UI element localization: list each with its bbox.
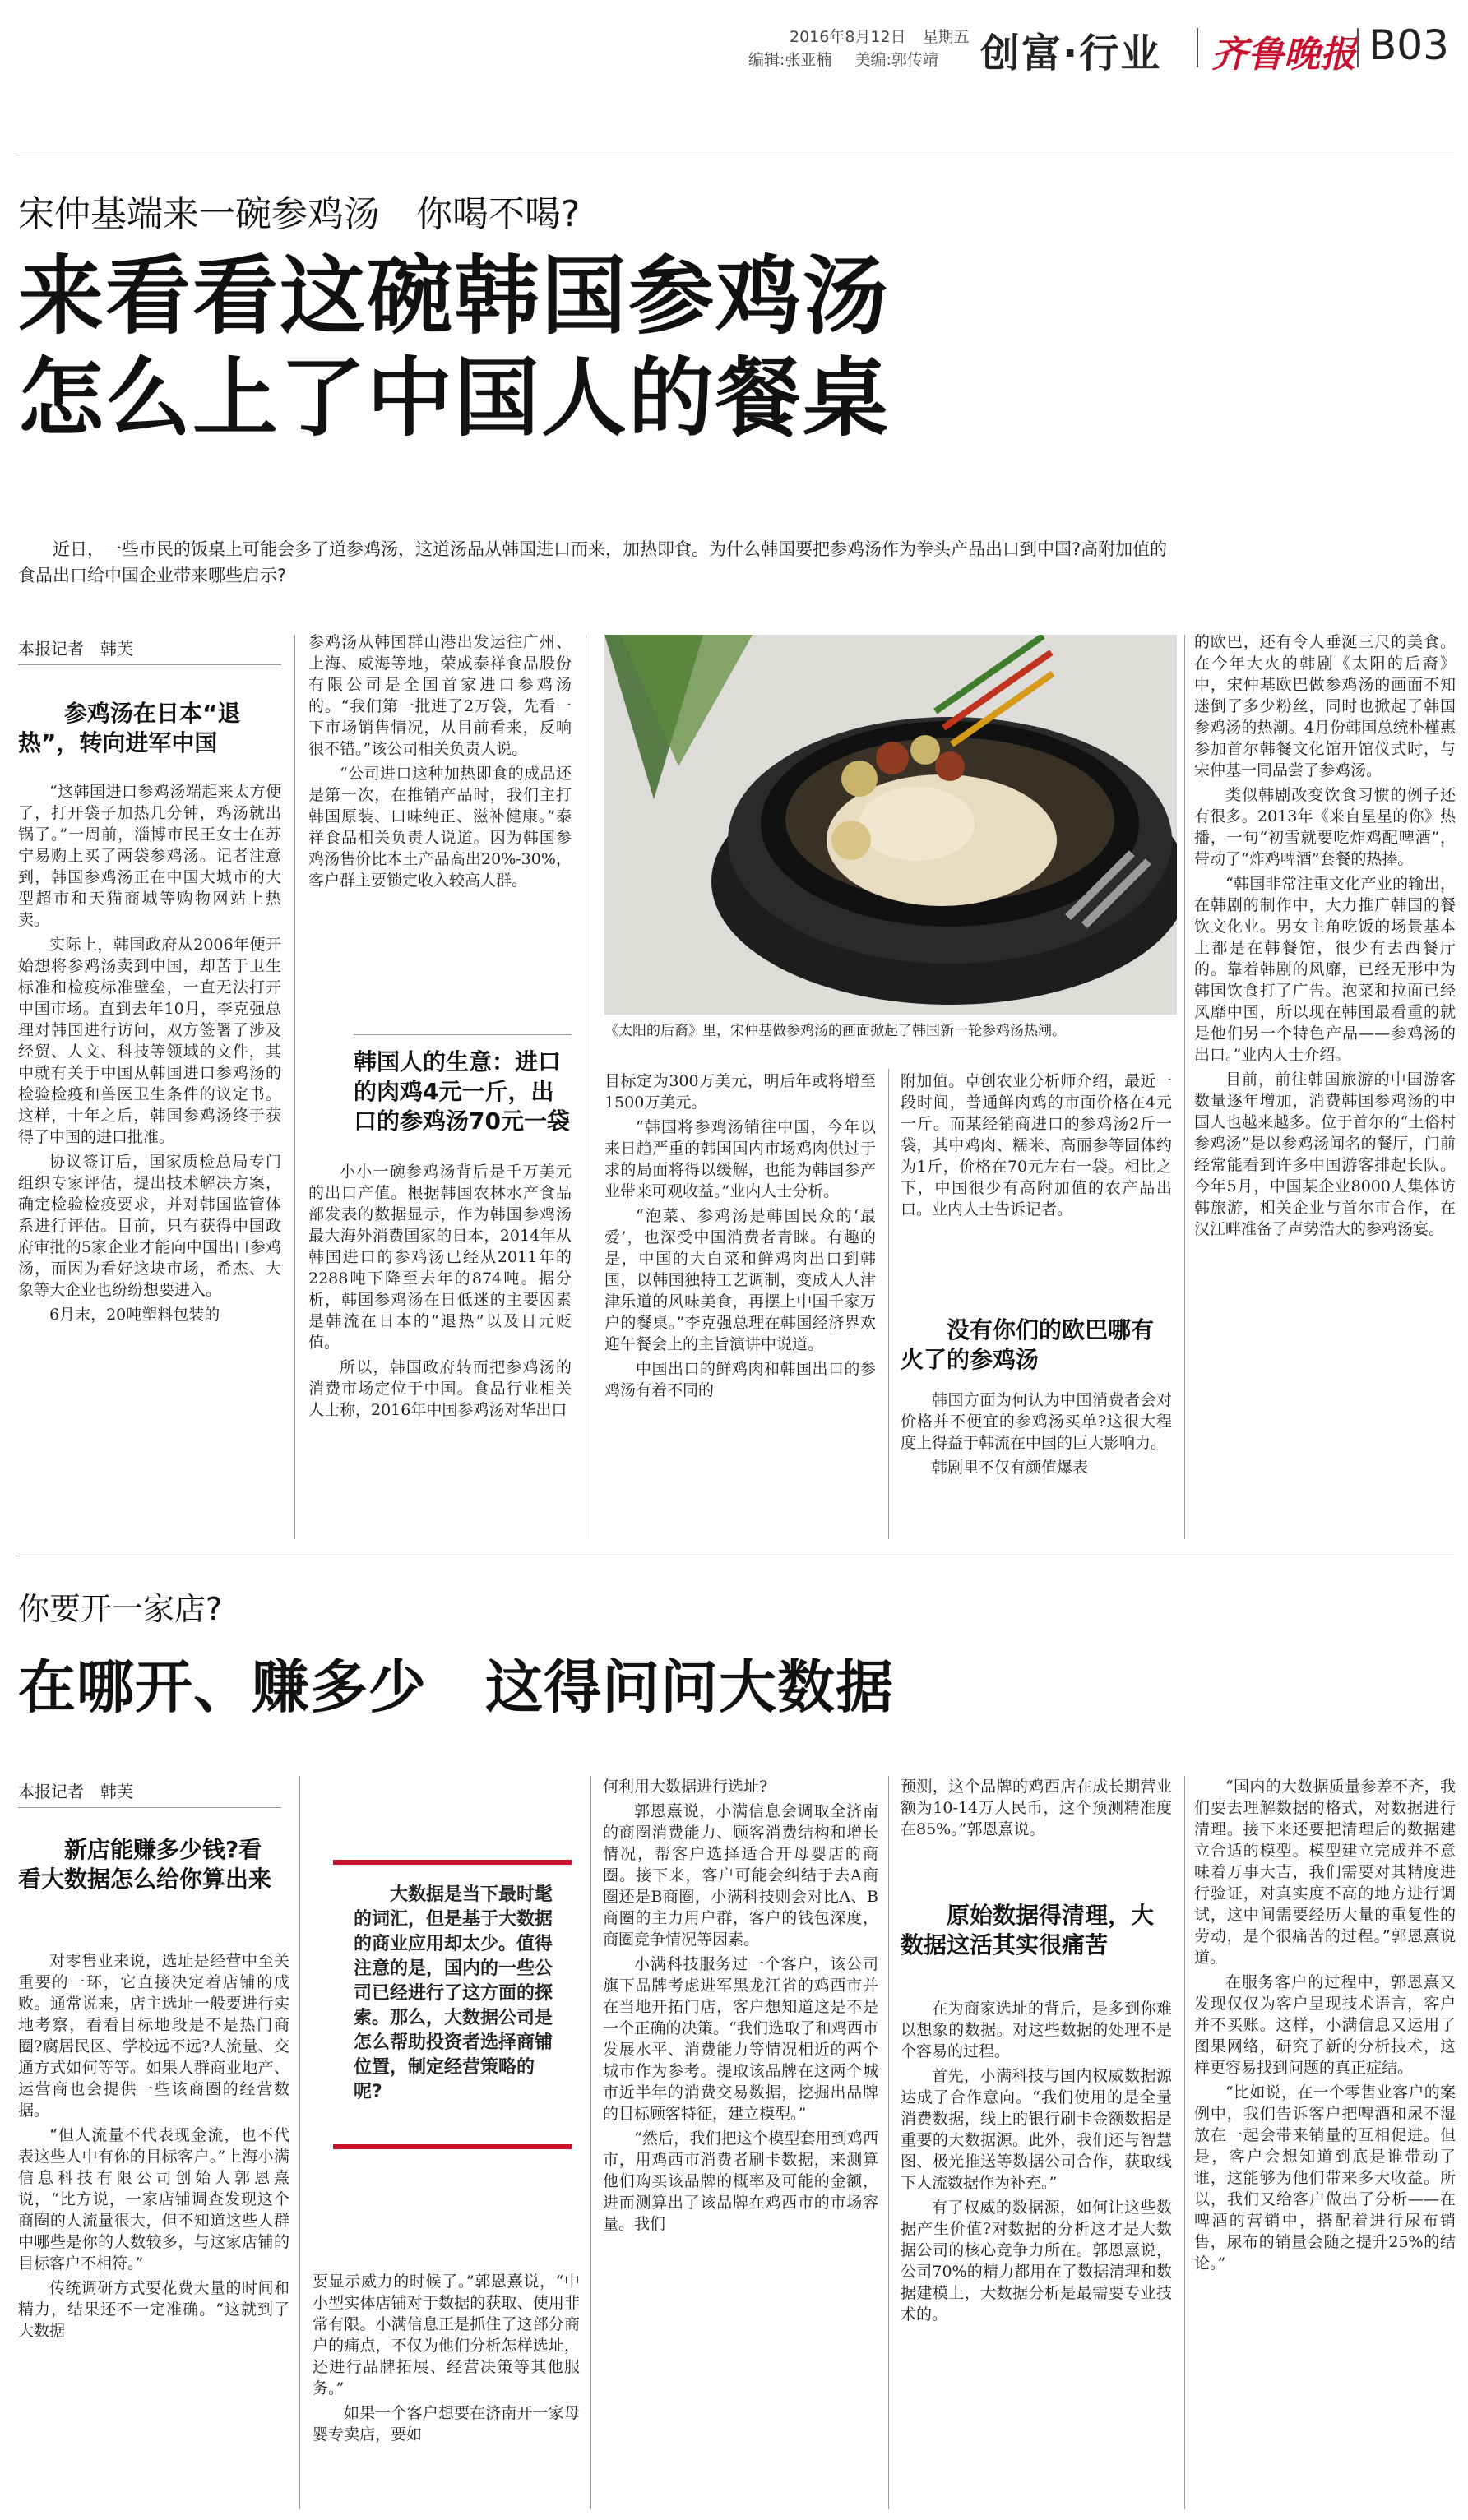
story2-col4 [901, 1776, 1172, 1883]
story2-col4-divider [1184, 1776, 1185, 2509]
story2-col2-p2: 如果一个客户想要在济南开一家母婴专卖店，要如 [313, 2404, 580, 2444]
story1-lead-text: 近日，一些市民的饭桌上可能会多了道参鸡汤，这道汤品从韩国进口而来，加热即食。为什么韩国要把参鸡汤作为拳头产品出口到中国?高附加值的食品出口给中国企业带来哪些启示? [18, 539, 1168, 585]
story1-col1-p4: 6月末，20吨塑料包装的 [49, 1306, 220, 1324]
story1-col3-divider [888, 1069, 889, 1539]
story1-col2-p1: 参鸡汤从韩国群山港出发运往广州、上海、威海等地，荣成泰祥食品股份有限公司是全国首家进口参鸡汤的。“我们第一批进了2万袋，先看一下市场销售情况，从目前看来，反响很不错。”该公司相关负责人说。 [308, 633, 572, 758]
story1-subhead3: 没有你们的欧巴哪有火了的参鸡汤 [901, 1316, 1155, 1373]
story1-col3-p1: 目标定为300万美元，明后年或将增至1500万美元。 [604, 1072, 876, 1112]
header-credits [748, 48, 938, 70]
story2-col5-p2: 在服务客户的过程中，郭恩熹又发现仅仅为客户呈现技术语言，客户并不买账。这样，小满信息又运用了图果网络，研究了新的分析技术，这样更容易找到问题的真正症结。 [1194, 1973, 1456, 2077]
header-designer: 美编:郭传靖 [854, 51, 938, 69]
story2-col5-p1: “国内的大数据质量参差不齐，我们要去理解数据的格式，对数据进行清理。接下来还要把清理后的数据建立合适的模型。模型建立完成并不意味着万事大吉，我们需要对其精度进行验证，对真实度不高的地方进行调试，这中间需要经历大量的重复性的劳动，是个很痛苦的过程。”郭恩熹说道。 [1194, 1778, 1456, 1967]
story2-col4-p1: 预测，这个品牌的鸡西店在成长期营业额为10-14万人民币，这个预测精准度在85%。”郭恩熹说。 [901, 1778, 1172, 1838]
story1-col3-p3: “泡菜、参鸡汤是韩国民众的‘最爱’，也深受中国消费者青睐。有趣的是，中国的大白菜和鲜鸡肉出口到韩国，以韩国独特工艺调制，变成人人津津乐道的风味美食，再摆上中国千家万户的餐桌。”李克强总理在韩国经济界欢迎午餐会上的主旨演讲中说道。 [604, 1207, 876, 1353]
story1-col5-p4: 目前，前往韩国旅游的中国游客数量逐年增加，消费韩国参鸡汤的中国人也越来越多。位于首尔的“土俗村参鸡汤”是以参鸡汤闻名的餐厅，门前经常能看到许多中国游客排起长队。今年5月，中国某企业8000人集体访韩旅游，相关企业与首尔市合作，在汉江畔准备了声势浩大的参鸡汤宴。 [1194, 1070, 1456, 1238]
header-divider-2 [1357, 28, 1359, 67]
page-number: B03 [1368, 21, 1449, 69]
story1-col4 [901, 1070, 1172, 1317]
story1-col3 [604, 1070, 876, 1539]
story1-col1-top-rule [18, 664, 281, 665]
story2-col1-p1: 对零售业来说，选址是经营中至关重要的一环，它直接决定着店铺的成败。通常说来，店主选址一般要进行实地考察，看看目标地段是不是热门商圈?腐居民区、学校远不远?人流量、交通方式如何等等。如果人群商业地产、运营商也会提供一些该商圈的经营数据。 [18, 1952, 289, 2120]
story1-subhead2-top-rule [354, 1034, 572, 1035]
story1-col2b-p2: 所以，韩国政府转而把参鸡汤的消费市场定位于中国。食品行业相关人士称，2016年中国参鸡汤对华出口 [308, 1358, 572, 1419]
story2-kicker: 你要开一家店? [18, 1591, 223, 1627]
story2-col4b-p1: 在为商家选址的背后，是多到你难以想象的数据。对这些数据的处理不是个容易的过程。 [901, 2000, 1172, 2060]
story1-photo-caption: 《太阳的后裔》里，宋仲基做参鸡汤的画面掀起了韩国新一轮参鸡汤热潮。 [604, 1023, 1066, 1039]
section-title: 创富·行业 [980, 30, 1162, 76]
story2-col3-p2: 郭恩熹说，小满信息会调取全济南的商圈消费能力、顾客消费结构和增长情况，帮客户选择适合开母婴店的商圈。接下来，客户可能会纠结于去A商圈还是B商圈，小满科技则会对比A、B商圈的主力用户群，客户的钱包深度，商圈竞争情况等因素。 [603, 1802, 878, 1949]
story1-col1-p2: 实际上，韩国政府从2006年便开始想将参鸡汤卖到中国，却苦于卫生标准和检疫标准壁垒，一直无法打开中国市场。直到去年10月，李克强总理对韩国进行访问，双方签署了涉及经贸、人文、科技等领域的文件，其中就有关于中国从韩国进口参鸡汤的检验检疫和兽医卫生条件的议定书。这样，十年之后，韩国参鸡汤终于获得了中国的进口批准。 [18, 936, 281, 1146]
story1-col1-p3: 协议签订后，国家质检总局专门组织专家评估，提出技术解决方案，确定检验检疫要求，并对韩国监管体系进行评估。目前，只有获得中国政府审批的5家企业才能向中国出口参鸡汤，而因为看好这块市场，希杰、大象等大企业也纷纷想要进入。 [18, 1153, 281, 1299]
pull-quote-top-bar [333, 1860, 572, 1865]
story1-col5-p3: “韩国非常注重文化产业的输出，在韩剧的制作中，大力推广韩国的餐饮文化业。男女主角吃饭的场景基本上都是在韩餐馆，很少有去西餐厅的。靠着韩剧的风靡，已经无形中为韩国饮食打了广告。泡菜和拉面已经风靡中国，所以现在韩国最看重的就是他们另一个特色产品——参鸡汤的出口。”业内人士介绍。 [1194, 875, 1456, 1064]
story2-col1-top-rule [18, 1807, 281, 1808]
story1-col4-divider [1184, 635, 1185, 1539]
story1-col1 [18, 781, 281, 1537]
header-weekday: 星期五 [922, 28, 970, 46]
samgyetang-photo-illustration [604, 635, 1177, 1015]
story2-col4b [901, 1998, 1172, 2509]
story1-subhead2: 韩国人的生意：进口的肉鸡4元一斤，出口的参鸡汤70元一袋 [354, 1048, 570, 1135]
story2-pull-quote: 大数据是当下最时髦的词汇，但是基于大数据的商业应用却太少。值得注意的是，国内的一些公司已经进行了这方面的探索。那么，大数据公司是怎么帮助投资者选择商铺位置，制定经营策略的呢? [354, 1884, 553, 2102]
story1-col2b-p1: 小小一碗参鸡汤背后是千万美元的出口产值。根据韩国农林水产食品部发表的数据显示，作为韩国参鸡汤最大海外消费国家的日本，2014年从韩国进口的参鸡汤已经从2011年的2288吨下降至去年的874吨。据分析，韩国参鸡汤在日低迷的主要因素是韩流在日本的“退热”以及日元贬值。 [308, 1163, 572, 1352]
story1-col4b-p1: 韩国方面为何认为中国消费者会对价格并不便宜的参鸡汤买单?这很大程度上得益于韩流在中国的巨大影响力。 [901, 1391, 1172, 1452]
header-date-text: 2016年8月12日 [790, 28, 906, 46]
header-date [790, 25, 970, 47]
story2-col3 [603, 1776, 878, 2509]
story2-col3-p1: 何利用大数据进行选址? [603, 1778, 768, 1796]
story1-title-line2: 怎么上了中国人的餐桌 [18, 348, 891, 448]
header-divider-1 [1197, 28, 1198, 67]
story1-col4b [901, 1389, 1172, 1539]
story2-byline: 本报记者 韩芙 [18, 1782, 133, 1801]
story1-col5 [1194, 631, 1456, 1539]
story2-col2-divider [590, 1776, 591, 2509]
story2-col1-p2: “但人流量不代表现金流，也不代表这些人中有你的目标客户。”上海小满信息科技有限公司创始人郭恩熹说，“比方说，一家店铺调查发现这个商圈的人流量很大，但不知道这些人群中哪些是你的人数较多，与这家店铺的目标客户不相符。” [18, 2126, 289, 2273]
story1-col3-p4: 中国出口的鲜鸡肉和韩国出口的参鸡汤有着不同的 [604, 1360, 876, 1399]
story1-title-line1: 来看看这碗韩国参鸡汤 [18, 246, 891, 346]
story1-col2 [308, 631, 572, 1075]
header-editor: 编辑:张亚楠 [748, 51, 832, 69]
story1-kicker: 宋仲基端来一碗参鸡汤 你喝不喝? [18, 193, 581, 235]
story1-col2-p2: “公司进口这种加热即食的成品还是第一次，在推销产品时，我们主打韩国原装、口味纯正、滋补健康。”泰祥食品相关负责人说道。因为韩国参鸡汤售价比本土产品高出20%-30%，客户群主要锁定收入较高人群。 [308, 765, 572, 890]
story1-col2b [308, 1161, 572, 1537]
story1-byline: 本报记者 韩芙 [18, 639, 133, 659]
story1-col5-p2: 类似韩剧改变饮食习惯的例子还有很多。2013年《来自星星的你》热播，一句“初雪就要吃炸鸡配啤酒”，带动了“炸鸡啤酒”套餐的热捧。 [1194, 786, 1456, 868]
story2-col1 [18, 1950, 289, 2509]
story1-col1-divider [294, 635, 295, 1539]
pull-quote-bottom-bar [333, 2144, 572, 2149]
story1-subhead1: 参鸡汤在日本“退热”，转向进军中国 [18, 700, 241, 756]
story2-col2 [313, 2271, 580, 2509]
story1-photo [604, 635, 1177, 1015]
story2-col4b-p3: 有了权威的数据源，如何让这些数据产生价值?对数据的分析这才是大数据公司的核心竞争力所在。郭恩熹说，公司70%的精力都用在了数据清理和数据建模上，大数据分析是最需要专业技术的。 [901, 2199, 1172, 2323]
story2-col5 [1194, 1776, 1456, 2509]
story1-col5-p1: 的欧巴，还有令人垂涎三尺的美食。在今年大火的韩剧《太阳的后裔》中，宋仲基欧巴做参鸡汤的画面不知迷倒了多少粉丝，同时也掀起了韩国参鸡汤的热潮。4月份韩国总统朴槿惠参加首尔韩餐文化馆开馆仪式时，与宋仲基一同品尝了参鸡汤。 [1194, 633, 1456, 779]
story2-col1-divider [299, 1776, 300, 2509]
story2-col1-p3: 传统调研方式要花费大量的时间和精力，结果还不一定准确。“这就到了大数据 [18, 2279, 289, 2340]
story1-col4b-p2: 韩剧里不仅有颜值爆表 [932, 1459, 1089, 1477]
story2-col3-divider [888, 1776, 889, 2509]
paper-logo: 齐鲁晚报 [1211, 34, 1356, 76]
story1-col4-p1: 附加值。卓创农业分析师介绍，最近一段时间，普通鲜肉鸡的市面价格在4元一斤。而某经销商进口的参鸡汤2斤一袋，其中鸡肉、糯米、高丽参等固体约为1斤，价格在70元左右一袋。相比之下，中国很少有高附加值的农产品出口。业内人士告诉记者。 [901, 1072, 1172, 1218]
story2-subhead2: 原始数据得清理，大数据这活其实很痛苦 [901, 1902, 1155, 1958]
story2-col3-p4: “然后，我们把这个模型套用到鸡西市，用鸡西市消费者刷卡数据，来测算他们购买该品牌的概率及可能的金额，进而测算出了该品牌在鸡西市的市场容量。我们 [603, 2129, 878, 2233]
story2-subhead1: 新店能赚多少钱?看看大数据怎么给你算出来 [18, 1836, 272, 1893]
story2-title: 在哪开、赚多少 这得问问大数据 [18, 1653, 894, 1721]
story1-col1-p1: “这韩国进口参鸡汤端起来太方便了，打开袋子加热几分钟，鸡汤就出锅了。”一周前，淄博市民王女士在苏宁易购上买了两袋参鸡汤。记者注意到，韩国参鸡汤正在中国大城市的大型超市和天猫商城等购物网站上热卖。 [18, 783, 281, 929]
story1-col3-p2: “韩国将参鸡汤销往中国，今年以来日趋严重的韩国国内市场鸡肉供过于求的局面将得以缓解，也能为韩国参产业带来可观收益。”业内人士分析。 [604, 1118, 876, 1200]
story1-lead [18, 536, 1169, 589]
story2-col5-p3: “比如说，在一个零售业客户的案例中，我们告诉客户把啤酒和尿不湿放在一起会带来销量的互相促进。但是，客户会想知道到底是谁带动了谁，这能够为他们带来多大收益。所以，我们又给客户做出了分析——在啤酒的营销中，搭配着进行尿布销售，尿布的销量会随之提升25%的结论。” [1194, 2083, 1456, 2273]
story2-col3-p3: 小满科技服务过一个客户，该公司旗下品牌考虑进军黑龙江省的鸡西市并在当地开拓门店，客户想知道这是不是一个正确的决策。“我们选取了和鸡西市发展水平、消费能力等情况相近的两个城市作为参考。提取该品牌在这两个城市近半年的消费交易数据，挖掘出品牌的目标顾客特征，建立模型。” [603, 1955, 878, 2123]
story2-col4b-p2: 首先，小满科技与国内权威数据源达成了合作意向。“我们使用的是全量消费数据，线上的银行刷卡金额数据是重要的大数据源。此外，我们还与智慧图、极光推送等数据公司合作，获取线下人流数据作为补充。” [901, 2067, 1172, 2192]
story2-col2-p1: 要显示威力的时候了。”郭恩熹说，“中小型实体店铺对于数据的获取、使用非常有限。小满信息正是抓住了这部分商户的痛点，不仅为他们分析怎样选址，还进行品牌拓展、经营决策等其他服务。” [313, 2273, 580, 2397]
